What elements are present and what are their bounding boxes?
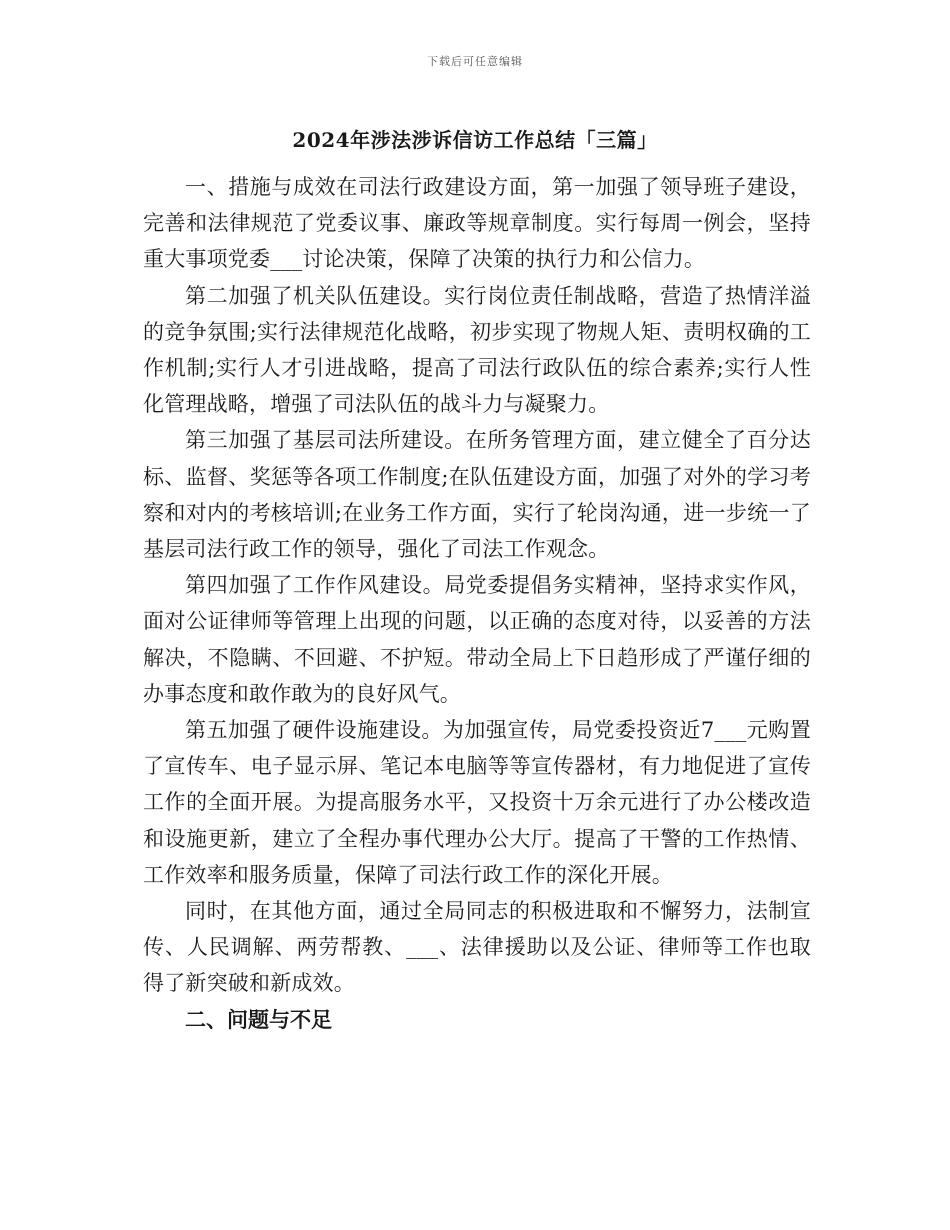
document-body bbox=[143, 169, 811, 1038]
paragraph-other-areas: 同时，在其他方面，通过全局同志的积极进取和不懈努力，法制宣传、人民调解、两劳帮教、___、法律援助以及公证、律师等工作也取得了新突破和新成效。 bbox=[143, 899, 811, 996]
paragraph-team-building: 第二加强了机关队伍建设。实行岗位责任制战略，营造了热情洋溢的竞争氛围;实行法律规范化战略，初步实现了物规人矩、责明权确的工作机制;实行人才引进战略，提高了司法行政队伍的综合素养;实行人性化管理战略，增强了司法队伍的战斗力与凝聚力。 bbox=[143, 283, 811, 417]
paragraph-work-style: 第四加强了工作作风建设。局党委提倡务实精神，坚持求实作风，面对公证律师等管理上出现的问题，以正确的态度对待，以妥善的方法解决，不隐瞒、不回避、不护短。带动全局上下日趋形成了严谨仔细的办事态度和敢作敢为的良好风气。 bbox=[143, 573, 811, 706]
paragraph-hardware: 第五加强了硬件设施建设。为加强宣传，局党委投资近7___元购置了宣传车、电子显示屏、笔记本电脑等等宣传器材，有力地促进了宣传工作的全面开展。为提高服务水平，又投资十万余元进行了办公楼改造和设施更新，建立了全程办事代理办公大厅。提高了干警的工作热情、工作效率和服务质量，保障了司法行政工作的深化开展。 bbox=[143, 718, 811, 887]
paragraph-measures: 一、措施与成效在司法行政建设方面，第一加强了领导班子建设，完善和法律规范了党委议事、廉政等规章制度。实行每周一例会，坚持重大事项党委___讨论决策，保障了决策的执行力和公信力。 bbox=[143, 175, 811, 272]
section-heading-problems: 二、问题与不足 bbox=[185, 1006, 332, 1032]
header-note: 下载后可任意编辑 bbox=[427, 55, 523, 68]
paragraph-grassroots: 第三加强了基层司法所建设。在所务管理方面，建立健全了百分达标、监督、奖惩等各项工作制度;在队伍建设方面，加强了对外的学习考察和对内的考核培训;在业务工作方面，实行了轮岗沟通，进一步统一了基层司法行政工作的领导，强化了司法工作观念。 bbox=[143, 428, 811, 562]
document-title: 2024年涉法涉诉信访工作总结「三篇」 bbox=[292, 128, 658, 152]
